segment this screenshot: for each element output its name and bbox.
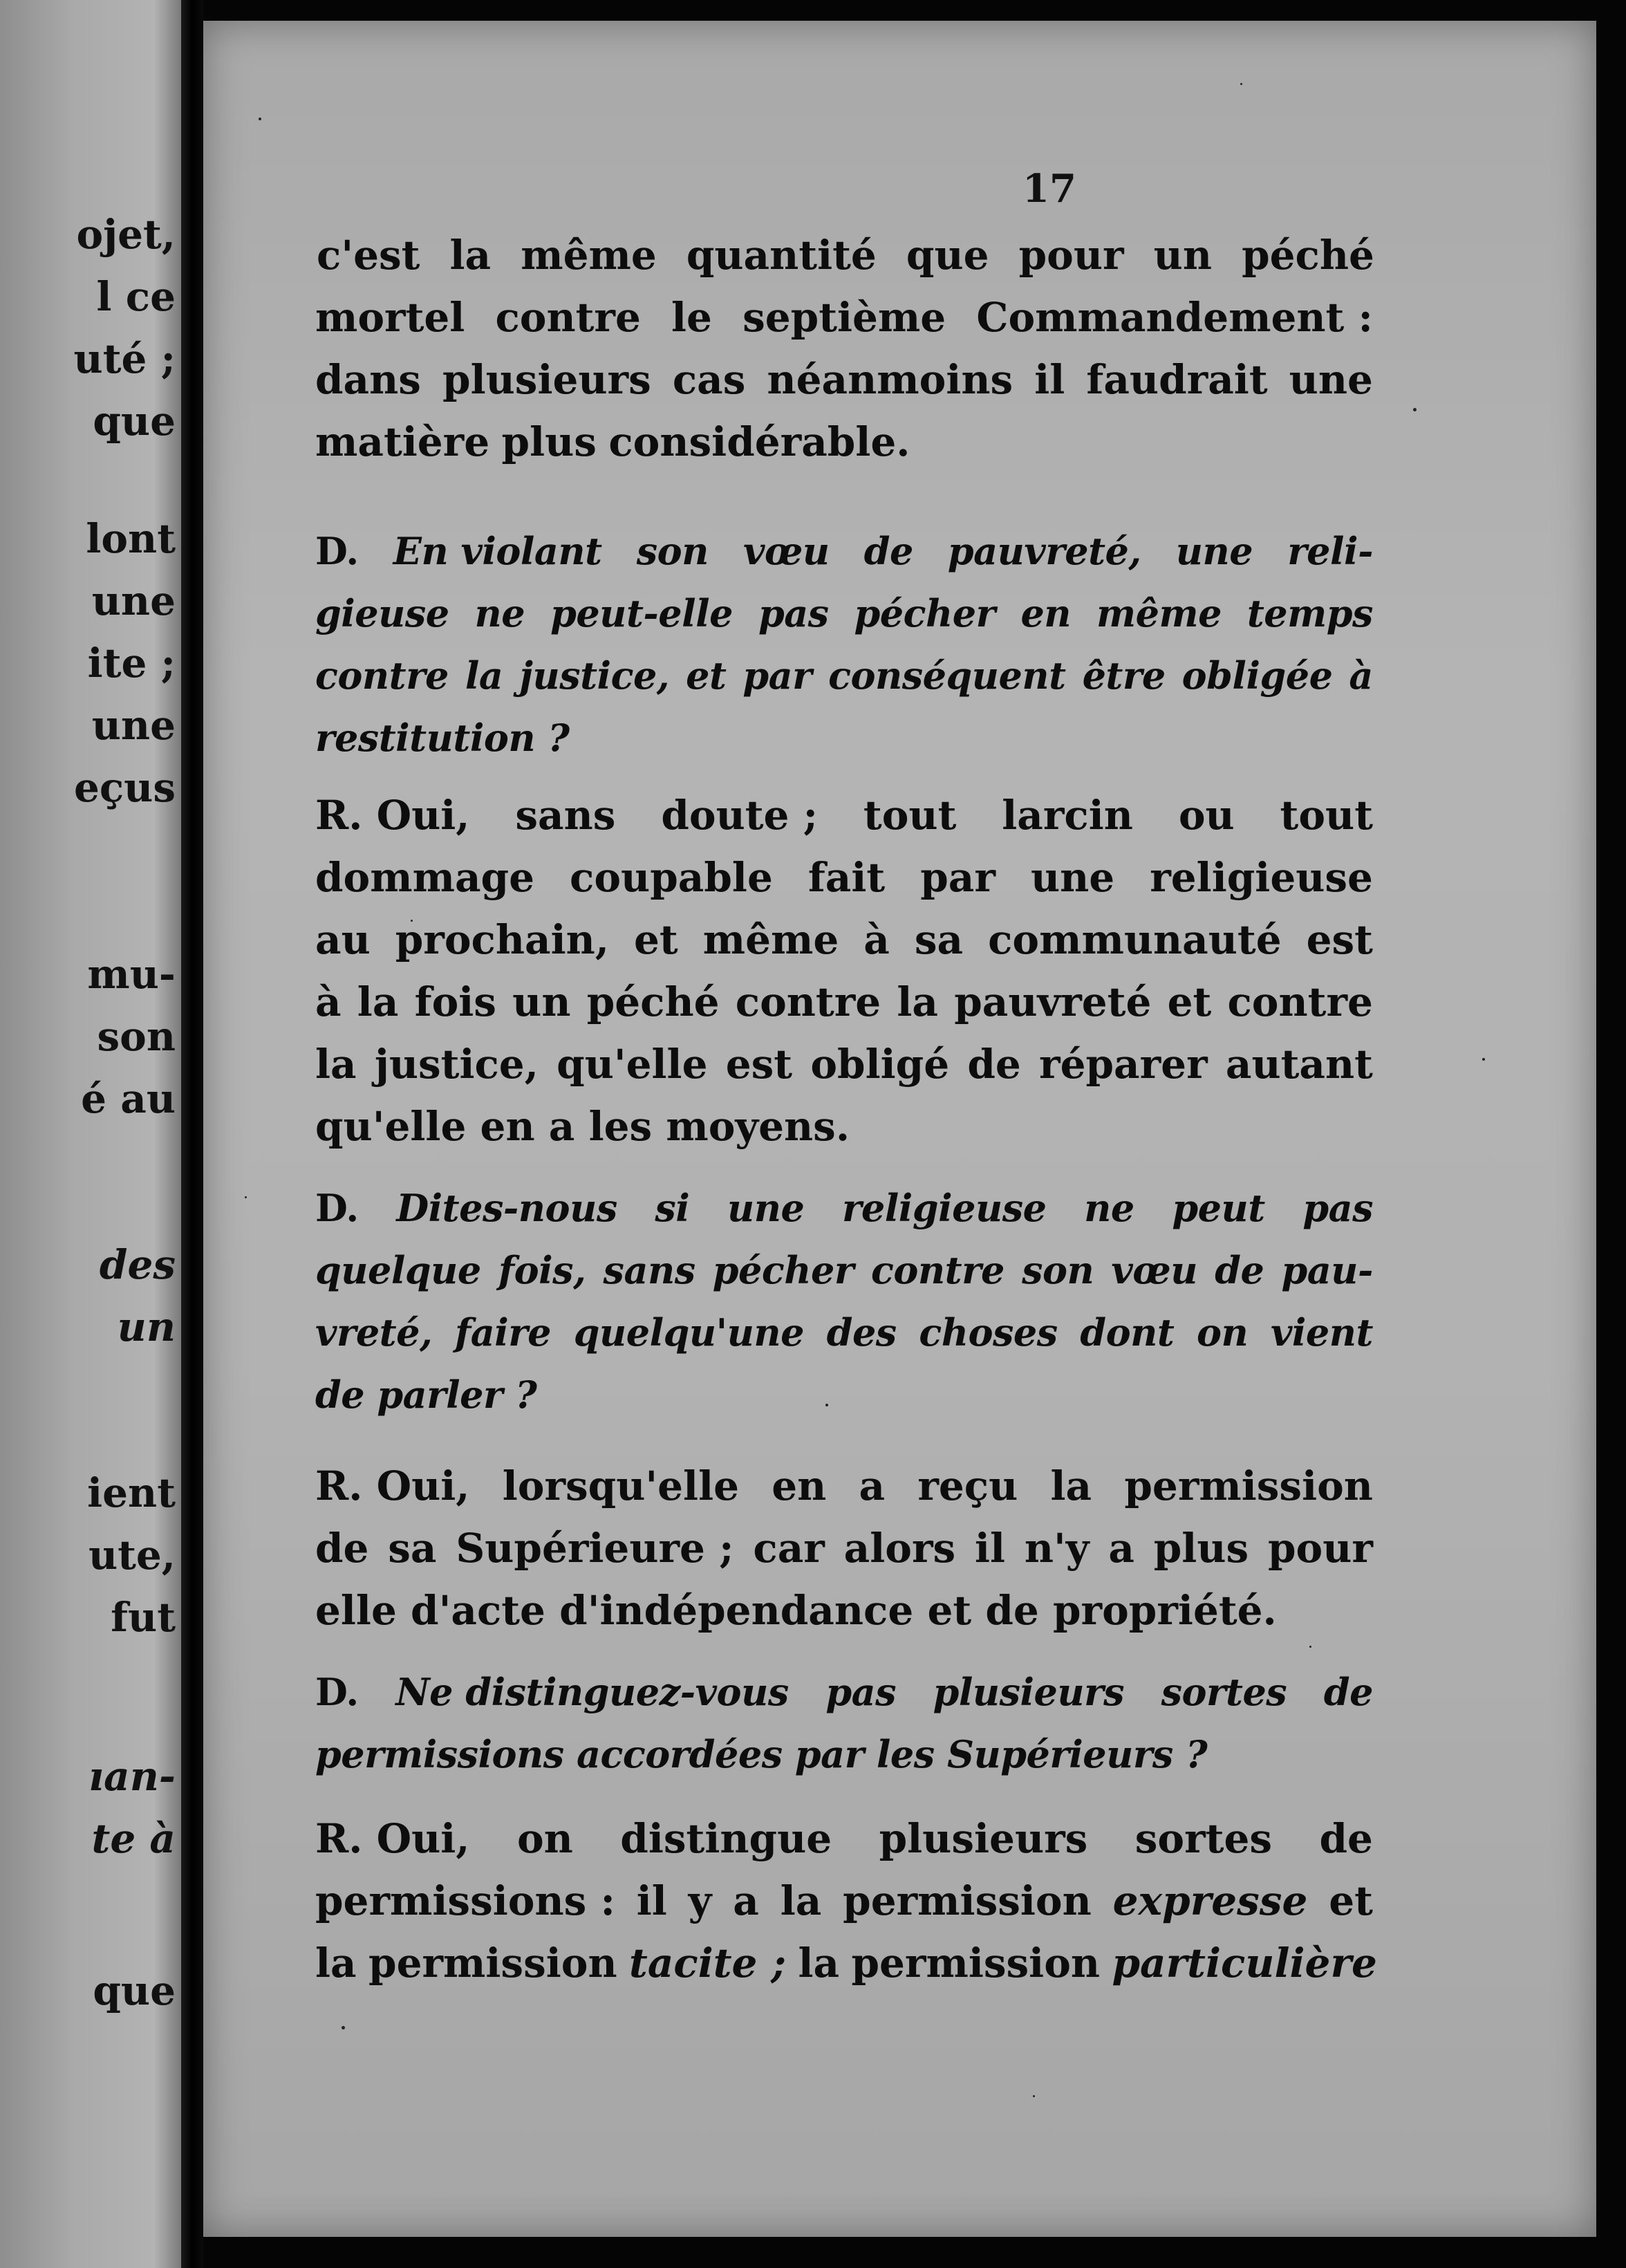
word: pau- <box>1281 1248 1373 1292</box>
word: le <box>671 294 712 341</box>
text-line <box>315 1186 1373 1230</box>
text-line <box>315 916 1373 963</box>
text-line <box>315 1103 1373 1150</box>
word: la <box>897 978 938 1025</box>
word: même <box>702 916 839 963</box>
paper-speck <box>245 1196 247 1198</box>
word: c'est <box>317 232 420 279</box>
word: quelqu'une <box>573 1310 805 1355</box>
word: y <box>688 1877 712 1924</box>
word: péché <box>586 978 720 1025</box>
word: R. Oui, <box>315 1815 470 1862</box>
word: dommage <box>315 854 535 901</box>
word: pécher <box>712 1248 854 1292</box>
word: obligée <box>1181 653 1333 698</box>
word: est <box>725 1041 793 1088</box>
word: fait <box>807 854 886 901</box>
text-line <box>315 1732 1373 1776</box>
previous-page-text-fragment: un <box>117 1303 176 1350</box>
text-line <box>315 1525 1373 1572</box>
word: R. Oui, <box>315 792 470 839</box>
word: larcin <box>1002 792 1133 839</box>
word: la <box>357 978 399 1025</box>
previous-page-text-fragment: fut <box>111 1594 176 1641</box>
word: à <box>1349 653 1373 698</box>
word: contre <box>495 294 641 341</box>
word: à <box>863 916 890 963</box>
word: pécher <box>854 591 996 635</box>
word: même <box>521 232 657 279</box>
text-line <box>315 1587 1373 1634</box>
word: D. <box>315 1186 359 1230</box>
word: religieuse <box>841 1186 1047 1230</box>
word: si <box>655 1186 690 1230</box>
word: temps <box>1246 591 1373 635</box>
word: et <box>1329 1877 1373 1924</box>
word: permission <box>843 1877 1092 1924</box>
text-line <box>315 1310 1373 1355</box>
word: restitution ? <box>315 716 570 760</box>
word: plusieurs <box>442 356 651 403</box>
text-line <box>315 294 1373 341</box>
word: vreté, <box>315 1310 433 1355</box>
word: D. <box>315 1670 359 1714</box>
word: qu'elle en a les moyens. <box>315 1103 850 1150</box>
word: il <box>974 1525 1006 1572</box>
word: expresse <box>1112 1877 1308 1924</box>
word: religieuse <box>1150 854 1373 901</box>
paper-speck <box>1240 83 1242 85</box>
paper-speck <box>342 2026 345 2029</box>
word: tacite ; <box>629 1940 787 1987</box>
previous-page-text-fragment: que <box>93 398 176 445</box>
text-line <box>315 1248 1373 1292</box>
word: justice, <box>374 1041 539 1088</box>
word: il <box>1034 356 1065 403</box>
text-line <box>315 1041 1373 1088</box>
word: elle d'acte d'indépendance et de propriété. <box>315 1587 1277 1634</box>
word: obligé <box>810 1041 950 1088</box>
word: sa <box>388 1525 437 1572</box>
word: réparer <box>1039 1041 1208 1088</box>
word: justice, <box>519 653 670 698</box>
word: contre <box>735 978 881 1025</box>
text-line <box>315 1815 1373 1862</box>
word: même <box>1096 591 1222 635</box>
word: être <box>1082 653 1166 698</box>
word: sortes <box>1134 1815 1273 1862</box>
word: ou <box>1178 792 1235 839</box>
word: une <box>727 1186 805 1230</box>
word: dans <box>315 356 421 403</box>
previous-page-text-fragment: ojet, <box>76 211 176 258</box>
word: pas <box>758 591 829 635</box>
previous-page-text-fragment: lont <box>86 515 176 562</box>
word: tout <box>1280 792 1373 839</box>
text-line <box>315 356 1373 403</box>
previous-page-text-fragment: ute, <box>88 1532 176 1579</box>
word: de <box>967 1041 1021 1088</box>
word: pauvreté <box>954 978 1152 1025</box>
previous-page-text-fragment: son <box>97 1013 176 1060</box>
word: alors <box>843 1525 956 1572</box>
previous-page-text-fragment: une <box>91 577 176 624</box>
word: de <box>863 529 913 573</box>
paper-speck <box>1413 408 1417 411</box>
word: sans <box>515 792 616 839</box>
word: son <box>636 529 709 573</box>
word: prochain, <box>395 916 610 963</box>
word: de <box>315 1525 369 1572</box>
text-line <box>315 1877 1373 1924</box>
word: distingue <box>620 1815 832 1862</box>
text-line <box>317 232 1374 279</box>
word: Ne distinguez-vous <box>395 1670 789 1714</box>
word: par <box>920 854 996 901</box>
word: fois, <box>498 1248 586 1292</box>
word: quelque <box>315 1248 481 1292</box>
word: vœu <box>1111 1248 1198 1292</box>
word: a <box>1108 1525 1134 1572</box>
word: matière <box>315 418 490 465</box>
previous-page-text-fragment: ite ; <box>87 640 176 687</box>
word: la <box>798 1940 840 1987</box>
word: sortes <box>1161 1670 1287 1714</box>
word: doute ; <box>661 792 819 839</box>
previous-page-text-fragment: des <box>99 1241 176 1288</box>
word: la <box>1050 1462 1092 1509</box>
word: une <box>1289 356 1373 403</box>
text-line <box>315 1373 1373 1417</box>
word: En violant <box>393 529 602 573</box>
word: choses <box>919 1310 1058 1355</box>
word: permission <box>851 1940 1101 1987</box>
word: de <box>1215 1248 1264 1292</box>
word: sa <box>914 916 964 963</box>
word: communauté <box>988 916 1282 963</box>
word: car <box>753 1525 825 1572</box>
word: néanmoins <box>767 356 1013 403</box>
word: en <box>772 1462 827 1509</box>
word: et <box>1167 978 1212 1025</box>
word: plus <box>1153 1525 1249 1572</box>
paper-speck <box>1309 1646 1311 1648</box>
previous-page-edge <box>0 0 181 2268</box>
paper-speck <box>259 118 261 120</box>
word: que <box>906 232 989 279</box>
word: Supérieure ; <box>456 1525 734 1572</box>
word: pour <box>1018 232 1124 279</box>
word: la <box>465 653 503 698</box>
word: vœu <box>742 529 830 573</box>
book-gutter <box>181 0 203 2268</box>
word: on <box>516 1815 573 1862</box>
word: en <box>1020 591 1072 635</box>
word: reli- <box>1287 529 1373 573</box>
previous-page-text-fragment: ient <box>87 1469 176 1516</box>
word: sans <box>603 1248 695 1292</box>
word: gieuse <box>315 591 449 635</box>
text-line <box>315 591 1373 635</box>
word: un <box>1153 232 1212 279</box>
word: ne <box>474 591 525 635</box>
page-number: 17 <box>1022 166 1076 212</box>
word: coupable <box>570 854 773 901</box>
text-line <box>315 529 1373 573</box>
word: permission <box>1124 1462 1373 1509</box>
word: quantité <box>686 232 877 279</box>
word: au <box>315 916 371 963</box>
word: faudrait <box>1086 356 1268 403</box>
word: autant <box>1225 1041 1373 1088</box>
word: des <box>826 1310 897 1355</box>
word: la <box>780 1877 822 1924</box>
word: la <box>315 1940 357 1987</box>
word: péché <box>1242 232 1374 279</box>
word: peut-elle <box>550 591 733 635</box>
word: contre <box>315 653 449 698</box>
word: la <box>449 232 492 279</box>
text-line <box>315 716 1373 760</box>
text-line <box>315 854 1373 901</box>
previous-page-text-fragment: que <box>93 1967 176 2014</box>
word: particulière <box>1112 1940 1377 1987</box>
paper-speck <box>1482 1058 1485 1061</box>
word: ne <box>1084 1186 1134 1230</box>
word: pas <box>1302 1186 1373 1230</box>
word: plusieurs <box>879 1815 1088 1862</box>
text-line <box>315 1940 1377 1987</box>
text-line <box>315 792 1373 839</box>
word: une <box>1030 854 1115 901</box>
word: fois <box>414 978 496 1025</box>
word: dont <box>1080 1310 1175 1355</box>
text-line <box>315 653 1373 698</box>
word: pas <box>825 1670 896 1714</box>
word: son <box>1022 1248 1094 1292</box>
word: considérable. <box>608 418 910 465</box>
word: est <box>1306 916 1373 963</box>
word: et <box>634 916 678 963</box>
previous-page-text-fragment: uté ; <box>73 335 176 382</box>
word: de <box>1323 1670 1373 1714</box>
word: contre <box>1227 978 1373 1025</box>
paper-speck <box>1033 2095 1035 2097</box>
word: qu'elle <box>557 1041 708 1088</box>
previous-page-text-fragment: é au <box>81 1075 176 1122</box>
word: permission <box>368 1940 617 1987</box>
word: faire <box>454 1310 552 1355</box>
word: reçu <box>917 1462 1018 1509</box>
previous-page-text-fragment: une <box>91 702 176 749</box>
word: de parler ? <box>315 1373 537 1417</box>
word: tout <box>863 792 957 839</box>
text-line <box>315 1462 1373 1509</box>
word: conséquent <box>828 653 1066 698</box>
previous-page-text-fragment: l ce <box>96 273 176 320</box>
word: cas <box>672 356 746 403</box>
word: la <box>315 1041 357 1088</box>
word: Commandement : <box>976 294 1373 341</box>
word: une <box>1175 529 1253 573</box>
previous-page-text-fragment: mu- <box>87 951 176 998</box>
word: permissions : <box>315 1877 615 1924</box>
word: peut <box>1172 1186 1265 1230</box>
word: n'y <box>1024 1525 1090 1572</box>
previous-page-text-fragment: te à <box>91 1815 176 1862</box>
word: il <box>636 1877 667 1924</box>
word: permissions accordées par les Supérieurs ? <box>315 1732 1208 1776</box>
text-line <box>315 978 1373 1025</box>
word: Dites-nous <box>396 1186 617 1230</box>
word: de <box>1319 1815 1373 1862</box>
word: vient <box>1270 1310 1373 1355</box>
word: pour <box>1267 1525 1373 1572</box>
text-line <box>315 418 1373 465</box>
word: lorsqu'elle <box>502 1462 740 1509</box>
word: D. <box>315 529 359 573</box>
word: plus <box>501 418 597 465</box>
word: pauvreté, <box>947 529 1141 573</box>
word: mortel <box>315 294 465 341</box>
word: contre <box>870 1248 1004 1292</box>
word: septième <box>742 294 946 341</box>
word: on <box>1197 1310 1249 1355</box>
word: un <box>512 978 571 1025</box>
word: a <box>733 1877 759 1924</box>
word: par <box>742 653 812 698</box>
word: et <box>686 653 727 698</box>
word: R. Oui, <box>315 1462 470 1509</box>
text-line <box>315 1670 1373 1714</box>
previous-page-text-fragment: ıan- <box>88 1753 176 1800</box>
word: plusieurs <box>933 1670 1125 1714</box>
previous-page-text-fragment: eçus <box>73 764 176 811</box>
word: à <box>315 978 342 1025</box>
word: a <box>859 1462 886 1509</box>
